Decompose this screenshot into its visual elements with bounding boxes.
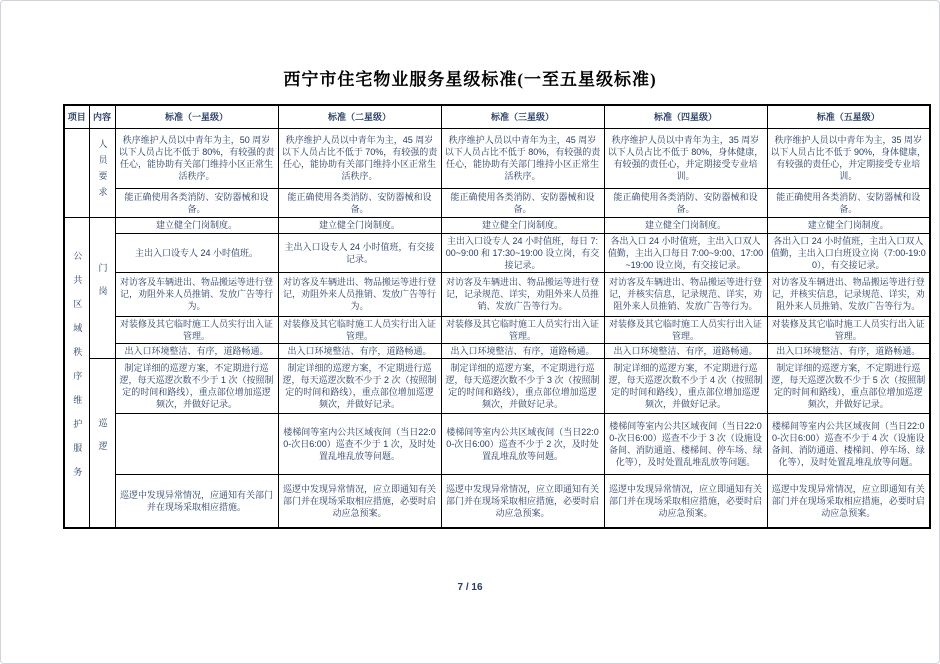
cell-personnel2-star2: 能正确使用各类消防、安防器械和设备。: [278, 188, 441, 217]
cell-personnel1-star5: 秩序维护人员以中青年为主，35 周岁以下人员占比不低于 90%，身体健康，有较强的责任心，并定期接受专业培训。: [767, 128, 930, 188]
cell-gate3-star3: 对访客及车辆进出、物品搬运等进行登记，记录规范、详实，劝阻外来人员推销、发放广告等行为。: [441, 272, 604, 316]
standards-table: [63, 104, 931, 529]
table-row: [64, 413, 930, 474]
cell-patrol3-star1: 巡逻中发现异常情况，应通知有关部门并在现场采取相应措施。: [115, 474, 278, 528]
cell-patrol1-star5: 制定详细的巡逻方案，不定期进行巡逻，每天巡逻次数不少于 5 次（按照制定的时间和路线），重点部位增加巡逻频次，并做好记录。: [767, 358, 930, 413]
cell-personnel1-star3: 秩序维护人员以中青年为主，45 周岁以下人员占比不低于 80%，有较强的责任心，能协助有关部门维持小区正常生活秩序。: [441, 128, 604, 188]
cell-patrol3-star2: 巡逻中发现异常情况，应立即通知有关部门并在现场采取相应措施，必要时启动应急预案。: [278, 474, 441, 528]
table-row: [64, 474, 930, 528]
cell-patrol1-star3: 制定详细的巡逻方案，不定期进行巡逻，每天巡逻次数不少于 3 次（按照制定的时间和路线），重点部位增加巡逻频次，并做好记录。: [441, 358, 604, 413]
cell-patrol1-star4: 制定详细的巡逻方案，不定期进行巡逻，每天巡逻次数不少于 4 次（按照制定的时间和路线），重点部位增加巡逻频次，并做好记录。: [604, 358, 767, 413]
page-title: 西宁市住宅物业服务星级标准(一至五星级标准): [283, 70, 657, 89]
header-star-1: 标准（一星级）: [115, 105, 278, 128]
cell-personnel1-star1: 秩序维护人员以中青年为主，50 周岁以下人员占比不低于 80%，有较强的责任心，能协助有关部门维持小区正常生活秩序。: [115, 128, 278, 188]
cell-gate4-star1: 对装修及其它临时施工人员实行出入证管理。: [115, 316, 278, 343]
cell-personnel2-star3: 能正确使用各类消防、安防器械和设备。: [441, 188, 604, 217]
cell-patrol2-star3: 楼梯间等室内公共区域夜间（当日22:00-次日6:00）巡查不少于 2 次，及时处置乱堆乱放等问题。: [441, 413, 604, 474]
cell-gate5-star2: 出入口环境整洁、有序，道路畅通。: [278, 343, 441, 358]
cell-gate1-star1: 建立健全门岗制度。: [115, 217, 278, 233]
cell-gate2-star2: 主出入口设专人 24 小时值班，有交接记录。: [278, 233, 441, 272]
cell-patrol3-star4: 巡逻中发现异常情况，应立即通知有关部门并在现场采取相应措施，必要时启动应急预案。: [604, 474, 767, 528]
cell-patrol3-star3: 巡逻中发现异常情况，应立即通知有关部门并在现场采取相应措施，必要时启动应急预案。: [441, 474, 604, 528]
cell-gate4-star5: 对装修及其它临时施工人员实行出入证管理。: [767, 316, 930, 343]
cell-gate3-star5: 对访客及车辆进出、物品搬运等进行登记，并核实信息，记录规范、详实，劝阻外来人员推销、发放广告等行为。: [767, 272, 930, 316]
header-star-3: 标准（三星级）: [441, 105, 604, 128]
cell-gate3-star2: 对访客及车辆进出、物品搬运等进行登记，劝阻外来人员推销、发放广告等行为。: [278, 272, 441, 316]
content-cell-personnel: [89, 128, 115, 217]
cell-gate2-star5: 各出入口 24 小时值班，主出入口双人值勤，主出入口白班设立岗（7:00-19:00），有交接记录。: [767, 233, 930, 272]
cell-patrol2-star2: 楼梯间等室内公共区域夜间（当日22:00-次日6:00）巡查不少于 1 次，及时处置乱堆乱放等问题。: [278, 413, 441, 474]
cell-gate4-star2: 对装修及其它临时施工人员实行出入证管理。: [278, 316, 441, 343]
header-content: 内容: [89, 105, 115, 128]
cell-gate5-star1: 出入口环境整洁、有序，道路畅通。: [115, 343, 278, 358]
cell-gate1-star2: 建立健全门岗制度。: [278, 217, 441, 233]
cell-gate3-star4: 对访客及车辆进出、物品搬运等进行登记，并核实信息，记录规范、详实，劝阻外来人员推销、发放广告等行为。: [604, 272, 767, 316]
cell-personnel1-star4: 秩序维护人员以中青年为主，35 周岁以下人员占比不低于 80%，身体健康，有较强的责任心，并定期接受专业培训。: [604, 128, 767, 188]
header-project: 项目: [64, 105, 89, 128]
cell-gate2-star3: 主出入口设专人 24 小时值班，每日 7:00~9:00 和 17:30~19:00 设立岗，有交接记录。: [441, 233, 604, 272]
cell-gate5-star5: 出入口环境整洁、有序，道路畅通。: [767, 343, 930, 358]
cell-gate4-star3: 对装修及其它临时施工人员实行出入证管理。: [441, 316, 604, 343]
cell-gate2-star1: 主出入口设专人 24 小时值班。: [115, 233, 278, 272]
content-cell-gate: [89, 217, 115, 358]
project-cell-public-area: [64, 217, 89, 528]
project-cell-blank: [64, 128, 89, 217]
cell-gate5-star3: 出入口环境整洁、有序，道路畅通。: [441, 343, 604, 358]
table-row: [64, 188, 930, 217]
table-row: [64, 128, 930, 188]
gate-label: 门岗: [97, 263, 108, 309]
cell-gate4-star4: 对装修及其它临时施工人员实行出入证管理。: [604, 316, 767, 343]
cell-personnel2-star4: 能正确使用各类消防、安防器械和设备。: [604, 188, 767, 217]
cell-gate5-star4: 出入口环境整洁、有序，道路畅通。: [604, 343, 767, 358]
cell-personnel2-star5: 能正确使用各类消防、安防器械和设备。: [767, 188, 930, 217]
content-cell-patrol: [89, 358, 115, 528]
table-row: [64, 343, 930, 358]
table-header-row: [64, 105, 930, 128]
cell-gate1-star4: 建立健全门岗制度。: [604, 217, 767, 233]
cell-patrol1-star1: 制定详细的巡逻方案，不定期进行巡逻，每天巡逻次数不少于 1 次（按照制定的时间和路线），重点部位增加巡逻频次，并做好记录。: [115, 358, 278, 413]
table-row: [64, 358, 930, 413]
table-row: [64, 217, 930, 233]
cell-patrol2-star1: [115, 413, 278, 474]
personnel-label: 人员要求: [97, 139, 108, 203]
page-number: 7 / 16: [457, 582, 483, 593]
cell-gate2-star4: 各出入口 24 小时值班，主出入口双人值勤，主出入口每日 7:00~9:00、17:00~19:00 设立岗，有交接记录。: [604, 233, 767, 272]
cell-patrol2-star4: 楼梯间等室内公共区域夜间（当日22:00-次日6:00）巡查不少于 3 次（设施设备间、消防通道、楼梯间、停车场、绿化等），及时处置乱堆乱放等问题。: [604, 413, 767, 474]
cell-personnel2-star1: 能正确使用各类消防、安防器械和设备。: [115, 188, 278, 217]
cell-gate3-star1: 对访客及车辆进出、物品搬运等进行登记，劝阻外来人员推销、发放广告等行为。: [115, 272, 278, 316]
header-star-4: 标准（四星级）: [604, 105, 767, 128]
table-row: [64, 316, 930, 343]
cell-gate1-star3: 建立健全门岗制度。: [441, 217, 604, 233]
cell-gate1-star5: 建立健全门岗制度。: [767, 217, 930, 233]
public-area-label: 公共区域秩序维护服务: [72, 250, 83, 491]
patrol-label: 巡逻: [97, 418, 108, 465]
cell-patrol2-star5: 楼梯间等室内公共区域夜间（当日22:00-次日6:00）巡查不少于 4 次（设施设备间、消防通道、楼梯间、停车场、绿化等），及时处置乱堆乱放等问题。: [767, 413, 930, 474]
cell-personnel1-star2: 秩序维护人员以中青年为主，45 周岁以下人员占比不低于 70%，有较强的责任心，能协助有关部门维持小区正常生活秩序。: [278, 128, 441, 188]
header-star-2: 标准（二星级）: [278, 105, 441, 128]
table-row: [64, 233, 930, 272]
table-row: [64, 272, 930, 316]
cell-patrol1-star2: 制定详细的巡逻方案，不定期进行巡逻，每天巡逻次数不少于 2 次（按照制定的时间和路线），重点部位增加巡逻频次，并做好记录。: [278, 358, 441, 413]
header-star-5: 标准（五星级）: [767, 105, 930, 128]
cell-patrol3-star5: 巡逻中发现异常情况，应立即通知有关部门并在现场采取相应措施，必要时启动应急预案。: [767, 474, 930, 528]
